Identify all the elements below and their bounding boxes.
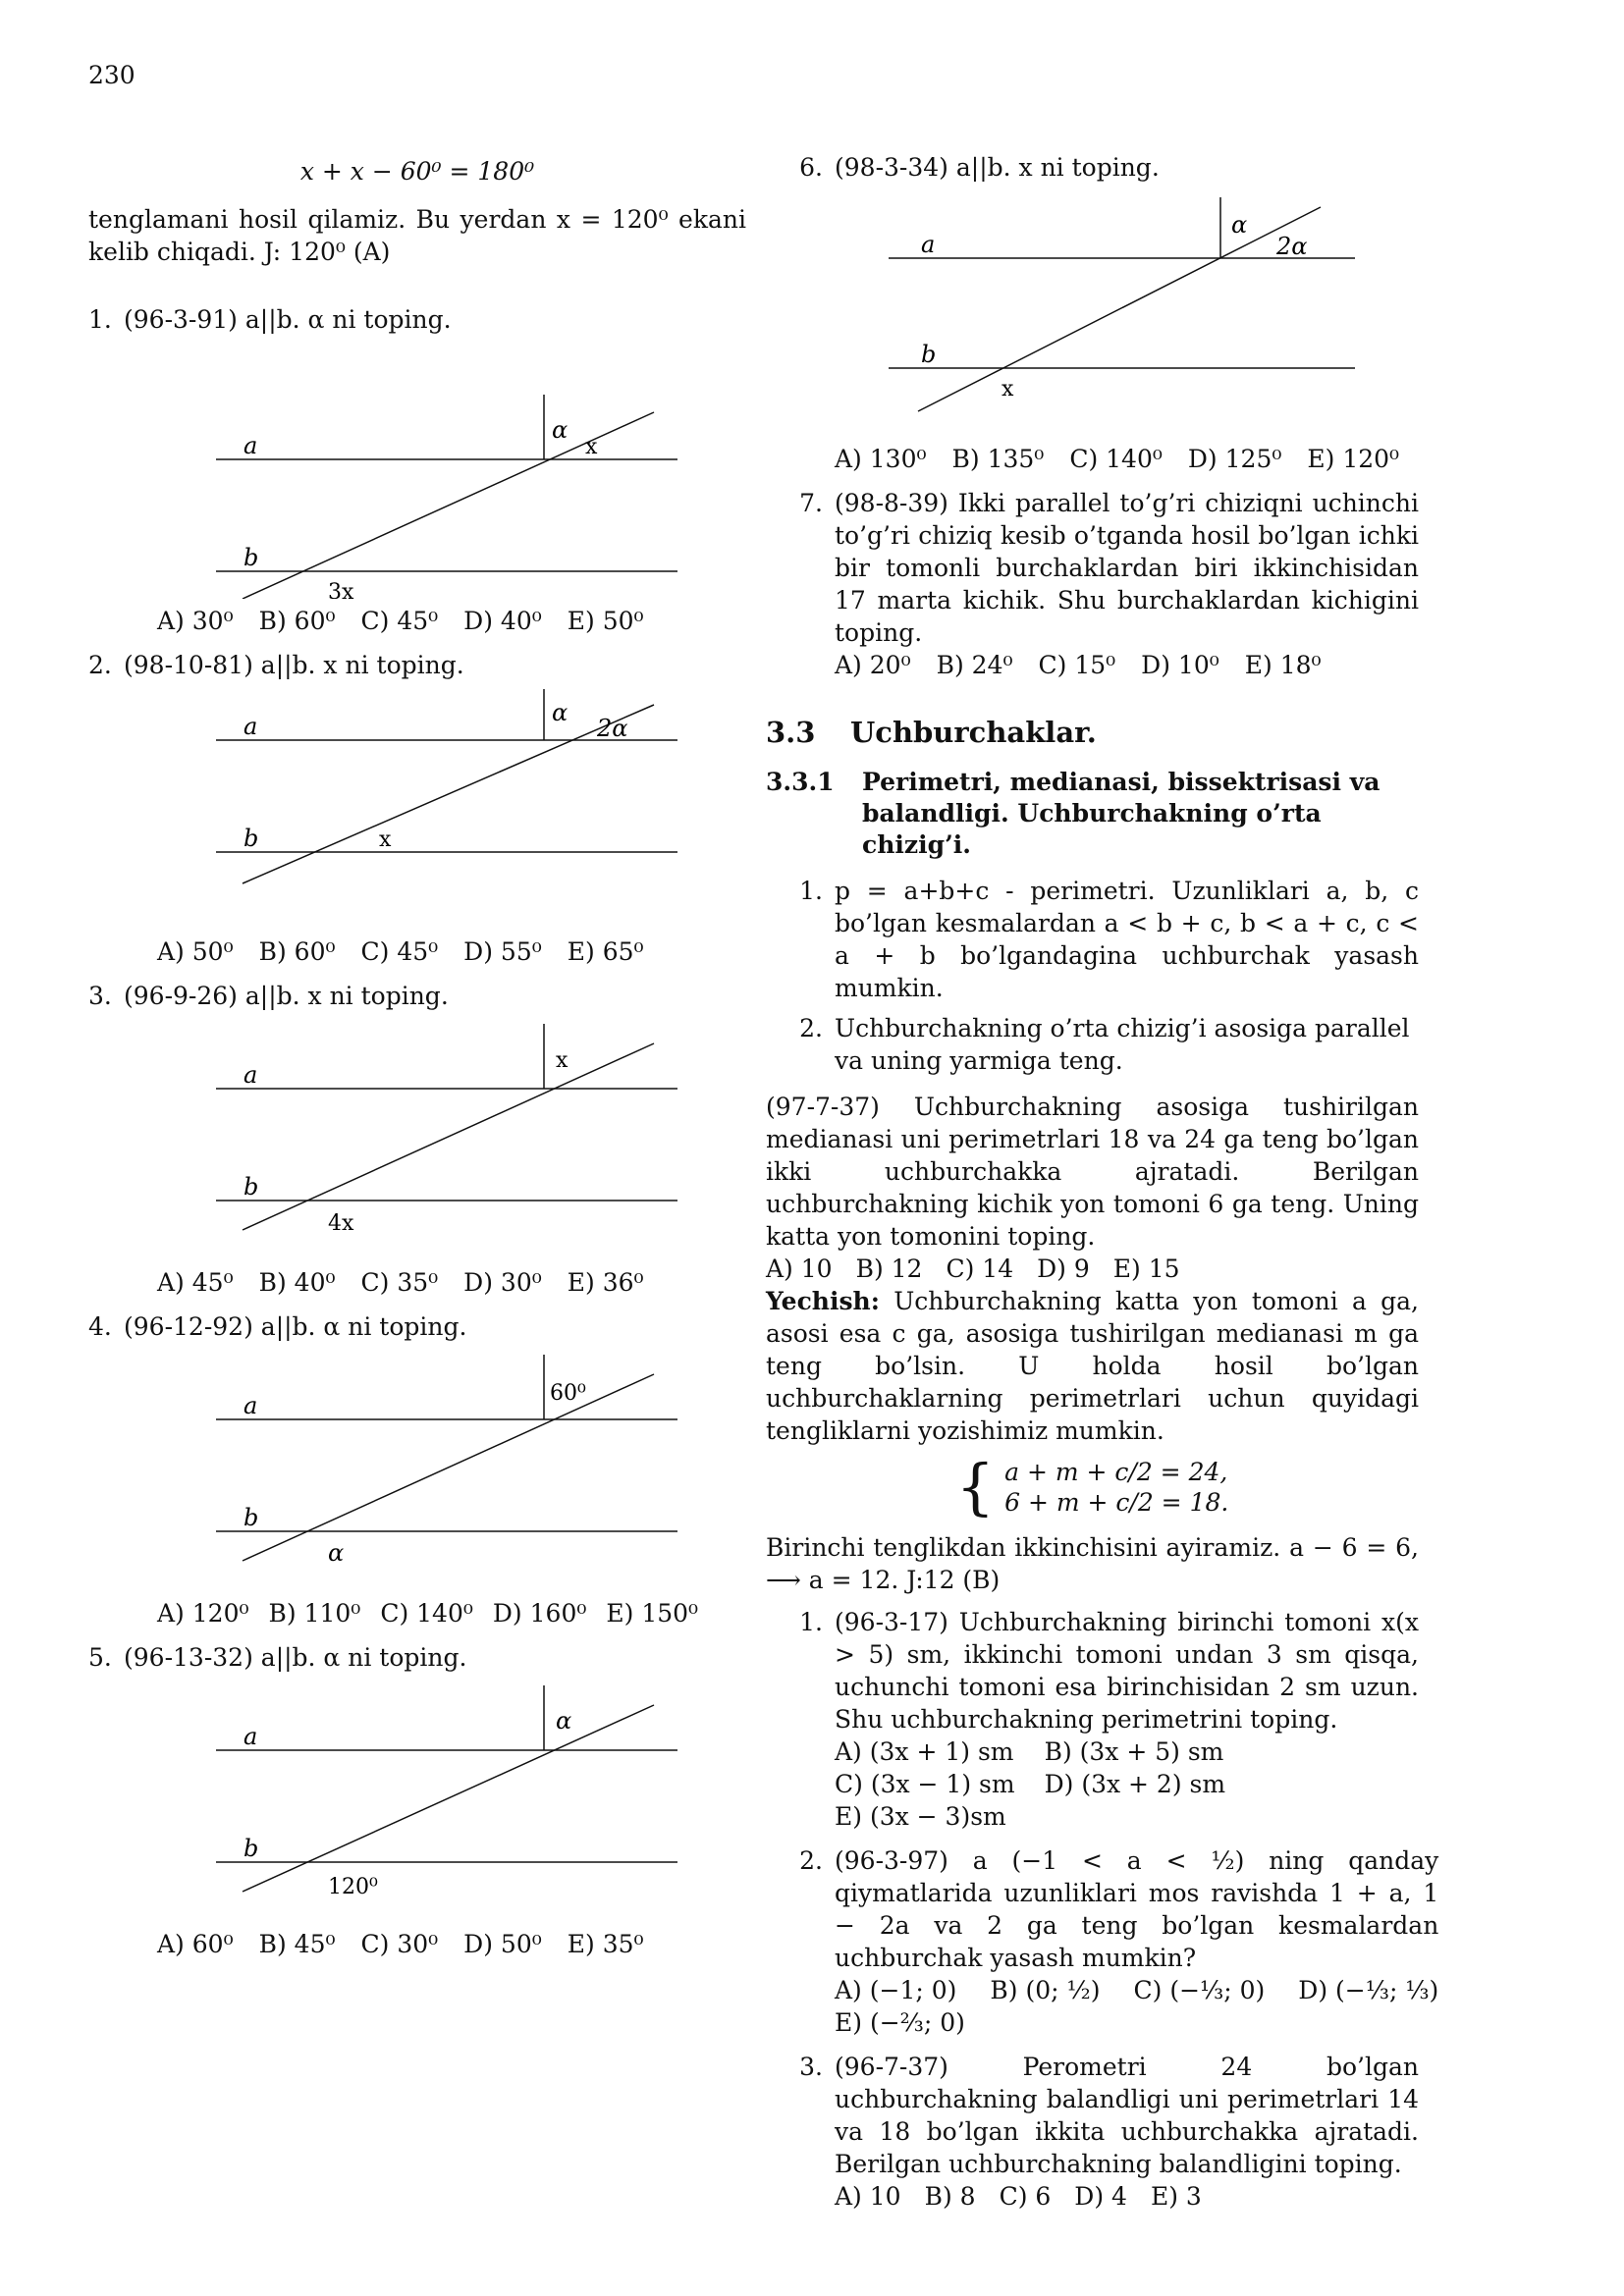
answer-b[interactable]: B) 40⁰: [258, 1268, 336, 1297]
line-a-label: a: [244, 432, 258, 459]
answer-c[interactable]: C) 35⁰: [360, 1268, 439, 1297]
parallel-lines-figure-6: [766, 191, 1355, 437]
problem-1: [88, 303, 746, 336]
answer-e[interactable]: E) (3x − 3)sm: [835, 1802, 1006, 1831]
answer-a[interactable]: A) 20⁰: [835, 651, 911, 679]
problem-text: (98-3-34) a||b. x ni toping.: [835, 153, 1160, 182]
answer-a[interactable]: A) 130⁰: [835, 445, 927, 473]
answer-a[interactable]: A) 30⁰: [157, 607, 234, 635]
answer-e[interactable]: E) 65⁰: [567, 937, 644, 966]
answer-b[interactable]: B) 60⁰: [258, 937, 336, 966]
conclusion-text: Birinchi tenglikdan ikkinchisini ayiramiz. a − 6 = 6, ⟶ a = 12. J:12 (B): [766, 1533, 1419, 1594]
answer-c[interactable]: C) 140⁰: [1069, 445, 1163, 473]
answer-a[interactable]: A) 10: [766, 1255, 833, 1283]
answer-e[interactable]: E) 15: [1112, 1255, 1180, 1283]
problem-number: 7.: [799, 489, 823, 517]
parallel-lines-figure-2: [88, 689, 677, 930]
parallel-lines-figure-3: [88, 1020, 677, 1260]
angle-bottom-label: x: [379, 828, 392, 852]
problem-text: (96-13-32) a||b. α ni toping.: [124, 1643, 467, 1672]
answers-5: [88, 1928, 746, 1960]
brace-icon: {: [955, 1451, 996, 1522]
line-a-label: a: [244, 1723, 258, 1750]
answers-1: [88, 605, 746, 637]
angle-top2-label: x: [585, 435, 598, 459]
problem-number: 3.: [799, 2053, 823, 2081]
line-b-label: b: [244, 1173, 259, 1201]
problem-number: 3.: [88, 982, 112, 1010]
answer-e[interactable]: E) 120⁰: [1307, 445, 1400, 473]
problem-4: [88, 1310, 746, 1343]
answer-a[interactable]: A) 50⁰: [157, 937, 234, 966]
answers-6: [766, 443, 1419, 475]
problem-7: [766, 487, 1419, 649]
problem-6: [766, 151, 1419, 184]
answer-c[interactable]: C) 30⁰: [360, 1930, 439, 1958]
example-text: (97-7-37) Uchburchakning asosiga tushirilgan medianasi uni perimetrlari 18 va 24 ga teng bo’lgan ikki uchburchakka ajratadi. Berilgan uchburchakning kichik yon tomoni 6 ga teng. Uning katta yon tomonini toping.: [766, 1093, 1419, 1251]
answer-e[interactable]: E) 3: [1150, 2182, 1202, 2211]
solution: [766, 1285, 1419, 1447]
problem-number: 2.: [799, 1846, 823, 1875]
right-column: [766, 147, 1439, 2218]
subsection-number: 3.3.1: [766, 768, 835, 796]
problem-text: (98-8-39) Ikki parallel to’g’ri chiziqni uchinchi to’g’ri chiziq kesib o’tganda hosil bo’lgan ichki bir tomonli burchaklardan biri ikkinchisidan 17 marta kichik. Shu burchaklardan kichigini toping.: [835, 489, 1419, 647]
answer-d[interactable]: D) 160⁰: [492, 1599, 587, 1628]
answer-d[interactable]: D) 55⁰: [463, 937, 542, 966]
equation-system: [766, 1451, 1419, 1522]
line-b-label: b: [244, 544, 259, 571]
answer-a[interactable]: A) 45⁰: [157, 1268, 234, 1297]
fact-number: 2.: [799, 1014, 823, 1042]
answer-c[interactable]: C) 45⁰: [360, 937, 439, 966]
triangle-problem-3: [766, 2051, 1419, 2213]
angle-bottom-label: α: [328, 1539, 345, 1567]
answer-a[interactable]: A) (3x + 1) sm: [835, 1737, 1014, 1766]
line-a-label: a: [921, 231, 936, 258]
answer-c[interactable]: C) (3x − 1) sm: [835, 1770, 1015, 1798]
solution-label: Yechish:: [766, 1287, 880, 1315]
problem-text: (96-3-17) Uchburchakning birinchi tomoni x(x > 5) sm, ikkinchi tomoni undan 3 sm qisqa, uchunchi tomoni esa birinchisidan 2 sm uzun. Shu uchburchakning perimetrini toping.: [835, 1608, 1419, 1734]
left-column: [88, 147, 746, 1972]
page-number: 230: [88, 61, 135, 89]
fact-text: p = a+b+c - perimetri. Uzunliklari a, b, c bo’lgan kesmalardan a < b + c, b < a + c, c < a + b bo’lgandagina uchburchak yasash mumkin.: [835, 877, 1419, 1002]
answer-c[interactable]: C) 6: [999, 2182, 1052, 2211]
options: [835, 1735, 1419, 1833]
angle-top-label: x: [556, 1048, 568, 1073]
problem-text: (96-3-91) a||b. α ni toping.: [124, 305, 452, 334]
answer-b[interactable]: B) (3x + 5) sm: [1044, 1737, 1224, 1766]
answer-b[interactable]: B) 12: [855, 1255, 923, 1283]
problem-number: 2.: [88, 651, 112, 679]
answer-e[interactable]: E) (−⅔; 0): [835, 2008, 965, 2037]
fact-number: 1.: [799, 877, 823, 905]
line-b-label: b: [244, 1504, 259, 1531]
problem-number: 6.: [799, 153, 823, 182]
fact-2: [766, 1012, 1419, 1077]
answers-2: [88, 935, 746, 968]
intro-text: tenglamani hosil qilamiz. Bu yerdan x = 120⁰ ekani kelib chiqadi. J: 120⁰ (A): [88, 205, 746, 266]
angle-top-label: α: [552, 416, 568, 444]
answer-d[interactable]: D) 30⁰: [463, 1268, 542, 1297]
line-b-label: b: [244, 1835, 259, 1862]
line-b-label: b: [244, 825, 259, 852]
answer-d[interactable]: D) 4: [1074, 2182, 1127, 2211]
example-answers: [766, 1253, 1419, 1285]
parallel-lines-figure-4: [88, 1351, 677, 1591]
answer-d[interactable]: D) 10⁰: [1141, 651, 1219, 679]
answer-b[interactable]: B) 60⁰: [258, 607, 336, 635]
section-heading: [766, 717, 1419, 749]
triangle-problem-1: [766, 1606, 1419, 1833]
answer-b[interactable]: B) 135⁰: [951, 445, 1045, 473]
answer-d[interactable]: D) 50⁰: [463, 1930, 542, 1958]
answer-c[interactable]: C) 15⁰: [1038, 651, 1116, 679]
answer-e[interactable]: E) 35⁰: [567, 1930, 644, 1958]
problem-number: 1.: [799, 1608, 823, 1636]
problem-text: (96-9-26) a||b. x ni toping.: [124, 982, 449, 1010]
answer-c[interactable]: C) 140⁰: [380, 1599, 473, 1628]
answer-b[interactable]: B) 110⁰: [268, 1599, 361, 1628]
problem-3: [88, 980, 746, 1012]
problem-text: (98-10-81) a||b. x ni toping.: [124, 651, 464, 679]
line-b-label: b: [921, 341, 937, 368]
answer-b[interactable]: B) 45⁰: [258, 1930, 336, 1958]
line-a-label: a: [244, 1061, 258, 1089]
section-number: 3.3: [766, 716, 816, 749]
triangle-problem-2: [766, 1844, 1439, 2039]
subsection-title: Perimetri, medianasi, bissektrisasi va balandligi. Uchburchakning o’rta chizig’i.: [862, 768, 1380, 859]
answer-c[interactable]: C) (−⅓; 0): [1133, 1976, 1266, 2004]
problem-number: 1.: [88, 305, 112, 334]
angle-bottom-label: 3x: [328, 580, 354, 599]
angle-top2-label: 2α: [1276, 233, 1308, 260]
line-a-label: a: [244, 1392, 258, 1419]
problem-number: 5.: [88, 1643, 112, 1672]
equation-line: a + m + c/2 = 24,: [1004, 1458, 1228, 1486]
intro-equation: x + x − 60⁰ = 180⁰: [299, 157, 535, 186]
parallel-lines-figure-1: [88, 344, 677, 599]
answer-e[interactable]: E) 150⁰: [606, 1599, 699, 1628]
angle-top-label: α: [556, 1707, 572, 1735]
answer-a[interactable]: A) 10: [835, 2182, 901, 2211]
answer-b[interactable]: B) 8: [924, 2182, 976, 2211]
answer-d[interactable]: D) 125⁰: [1187, 445, 1282, 473]
problem-text: (96-7-37) Perometri 24 bo’lgan uchburchakning balandligi uni perimetrlari 14 va 18 bo’lgan ikkita uchburchakka ajratadi. Berilgan uchburchakning balandligini toping.: [835, 2053, 1419, 2178]
answer-c[interactable]: C) 14: [946, 1255, 1014, 1283]
angle-top-label: α: [1231, 211, 1248, 239]
answer-e[interactable]: E) 50⁰: [567, 607, 644, 635]
solution-text: Uchburchakning katta yon tomoni a ga, asosi esa c ga, asosiga tushirilgan medianasi m ga teng bo’lsin. U holda hosil bo’lgan uchburchaklarning perimetrlari uchun quyidagi tengliklarni yozishimiz mumkin.: [766, 1287, 1419, 1445]
answers-3: [88, 1266, 746, 1299]
answer-b[interactable]: B) (0; ½): [990, 1976, 1101, 2004]
answer-e[interactable]: E) 18⁰: [1244, 651, 1322, 679]
answer-b[interactable]: B) 24⁰: [936, 651, 1013, 679]
answer-d[interactable]: D) 9: [1037, 1255, 1090, 1283]
answer-a[interactable]: A) (−1; 0): [835, 1976, 957, 2004]
answer-d[interactable]: D) (3x + 2) sm: [1044, 1770, 1226, 1798]
problem-5: [88, 1641, 746, 1674]
subsection-heading: [766, 767, 1419, 861]
answers-7: [766, 649, 1419, 681]
angle-top-label: α: [552, 699, 568, 726]
angle-top2-label: 2α: [597, 715, 628, 742]
answers-4: [88, 1597, 746, 1629]
problem-text: (96-12-92) a||b. α ni toping.: [124, 1312, 467, 1341]
problem-number: 4.: [88, 1312, 112, 1341]
problem-2: [88, 649, 746, 681]
problem-text: (96-3-97) a (−1 < a < ½) ning qanday qiymatlarida uzunliklari mos ravishda 1 + a, 1 − 2a va 2 ga teng bo’lgan kesmalardan uchburchak yasash mumkin?: [835, 1846, 1439, 1972]
section-title: Uchburchaklar.: [850, 716, 1097, 749]
answer-c[interactable]: C) 45⁰: [360, 607, 439, 635]
line-a-label: a: [244, 713, 258, 740]
options-line-1: [835, 1974, 1438, 2006]
fact-1: [766, 875, 1419, 1004]
angle-top-label: 60⁰: [550, 1381, 586, 1406]
answer-d[interactable]: D) 40⁰: [463, 607, 542, 635]
answer-e[interactable]: E) 36⁰: [567, 1268, 644, 1297]
angle-bottom-label: 4x: [328, 1211, 354, 1236]
answer-a[interactable]: A) 60⁰: [157, 1930, 234, 1958]
parallel-lines-figure-5: [88, 1682, 677, 1922]
answer-d[interactable]: D) (−⅓; ⅓): [1298, 1976, 1439, 2004]
fact-text: Uchburchakning o’rta chizig’i asosiga parallel va uning yarmiga teng.: [835, 1014, 1410, 1075]
equation-line: 6 + m + c/2 = 18.: [1004, 1488, 1229, 1517]
answer-a[interactable]: A) 120⁰: [157, 1599, 249, 1628]
options: [835, 2180, 1419, 2213]
angle-bottom-label: 120⁰: [328, 1875, 378, 1899]
angle-bottom-label: x: [1001, 377, 1014, 401]
